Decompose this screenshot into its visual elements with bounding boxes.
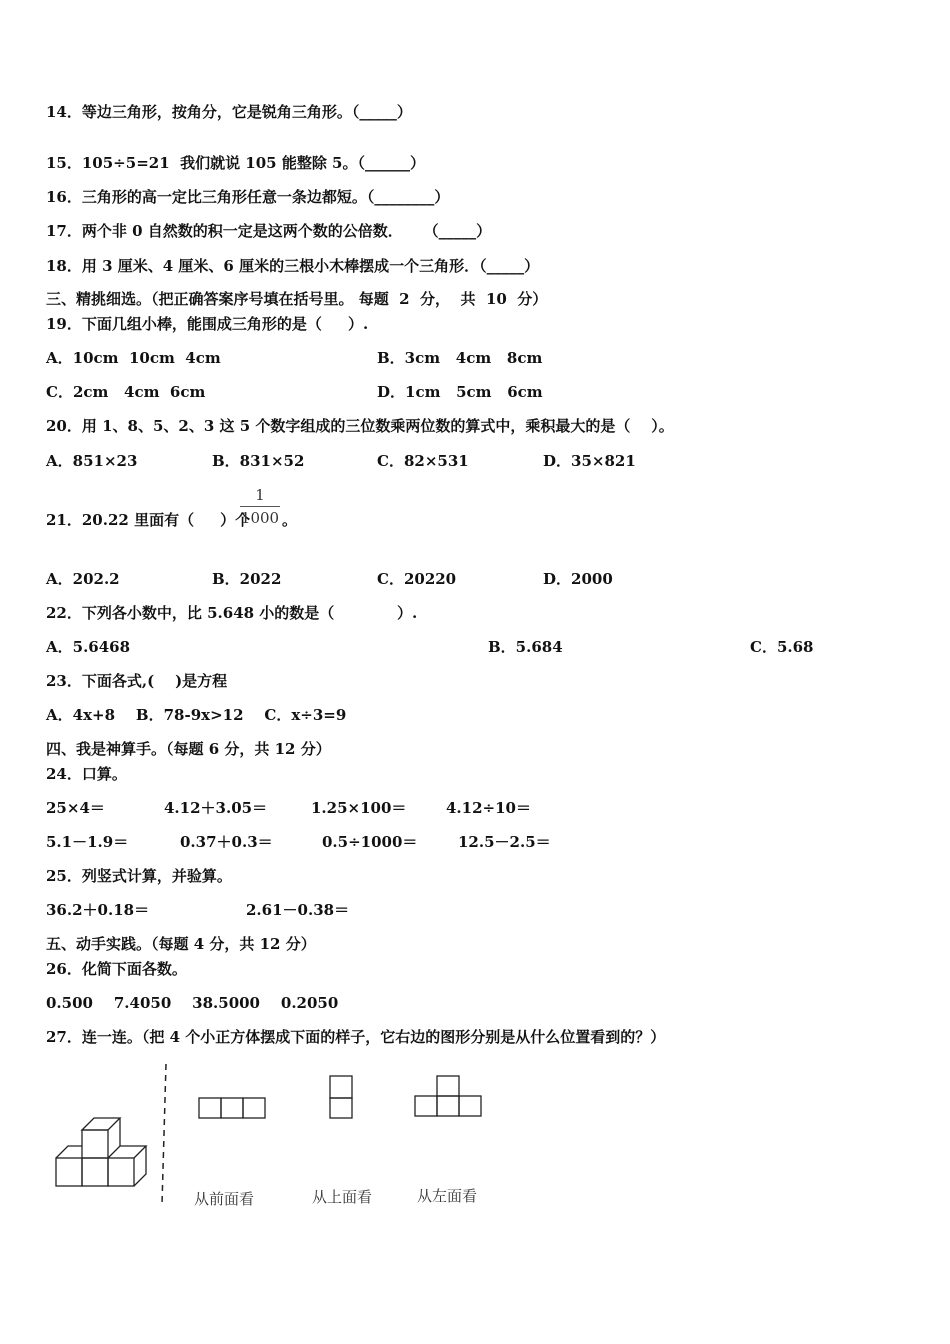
- fraction-denominator: 1000: [240, 509, 280, 527]
- q22-option-b: B．5.684: [488, 638, 563, 656]
- question-19: 19．下面几组小棒，能围成三角形的是（ ）.: [46, 315, 369, 333]
- front-view-shape: [199, 1098, 265, 1118]
- caption-left-view: 从左面看: [417, 1187, 478, 1205]
- q19-option-a: A．10cm 10cm 4cm: [46, 349, 221, 367]
- caption-front-view: 从前面看: [194, 1190, 255, 1208]
- q24-r2-c1: 5.1－1.9＝: [46, 833, 129, 851]
- q19-option-d: D．1cm 5cm 6cm: [377, 383, 543, 401]
- q20-option-b: B．831×52: [212, 452, 305, 470]
- q23-options: A．4x+8 B．78-9x>12 C．x÷3=9: [46, 706, 347, 724]
- question-23: 23．下面各式,( )是方程: [46, 672, 228, 690]
- fraction-one-thousandth: [240, 486, 280, 527]
- q24-r2-c3: 0.5÷1000＝: [322, 833, 418, 851]
- q24-r2-c4: 12.5－2.5＝: [458, 833, 551, 851]
- q20-option-d: D．35×821: [543, 452, 636, 470]
- question-26: 26．化简下面各数。: [46, 960, 187, 978]
- left-view-shape: [415, 1076, 481, 1116]
- q21-option-b: B．2022: [212, 570, 282, 588]
- cube-views-figure: [46, 1058, 506, 1218]
- question-20: 20．用 1、8、5、2、3 这 5 个数字组成的三位数乘两位数的算式中，乘积最大的是（ ）。: [46, 417, 674, 435]
- q24-r1-c3: 1.25×100＝: [311, 799, 407, 817]
- q22-option-c: C．5.68: [750, 638, 814, 656]
- question-17: 17．两个非 0 自然数的积一定是这两个数的公倍数． （_____）: [46, 222, 492, 240]
- q25-b: 2.61－0.38＝: [246, 901, 350, 919]
- q25-a: 36.2＋0.18＝: [46, 901, 150, 919]
- question-16: 16．三角形的高一定比三角形任意一条边都短。（________）: [46, 188, 450, 206]
- fraction-bar: [240, 506, 280, 507]
- caption-top-view: 从上面看: [312, 1188, 373, 1206]
- q24-r2-c2: 0.37＋0.3＝: [180, 833, 273, 851]
- question-22: 22．下列各小数中，比 5.648 小的数是（ ）.: [46, 604, 418, 622]
- q21-option-d: D．2000: [543, 570, 613, 588]
- q22-option-a: A．5.6468: [46, 638, 131, 656]
- question-27: 27．连一连。（把 4 个小正方体摆成下面的样子，它右边的图形分别是从什么位置看到的？）: [46, 1028, 666, 1046]
- section-5-heading: 五、动手实践。（每题 4 分，共 12 分）: [46, 935, 316, 953]
- fraction-numerator: 1: [255, 486, 265, 504]
- question-21: 21．20.22 里面有（ ）个: [46, 511, 251, 529]
- question-14: 14．等边三角形，按角分，它是锐角三角形。（_____）: [46, 103, 412, 121]
- q20-option-c: C．82×531: [377, 452, 469, 470]
- q26-numbers: 0.500 7.4050 38.5000 0.2050: [46, 994, 339, 1012]
- divider-line: [162, 1064, 166, 1204]
- question-24: 24．口算。: [46, 765, 127, 783]
- question-18: 18．用 3 厘米、4 厘米、6 厘米的三根小木棒摆成一个三角形．（_____）: [46, 257, 540, 275]
- question-25: 25．列竖式计算，并验算。: [46, 867, 232, 885]
- q19-option-c: C．2cm 4cm 6cm: [46, 383, 206, 401]
- section-4-heading: 四、我是神算手。（每题 6 分，共 12 分）: [46, 740, 331, 758]
- question-21-end: 。: [282, 511, 298, 529]
- q24-r1-c4: 4.12÷10＝: [446, 799, 531, 817]
- top-view-shape: [330, 1076, 352, 1118]
- cube-stack-drawing: [56, 1118, 146, 1186]
- q24-r1-c2: 4.12＋3.05＝: [164, 799, 268, 817]
- q21-option-c: C．20220: [377, 570, 457, 588]
- q19-option-b: B．3cm 4cm 8cm: [377, 349, 543, 367]
- q20-option-a: A．851×23: [46, 452, 138, 470]
- section-3-heading: 三、精挑细选。（把正确答案序号填在括号里。 每题 2 分， 共 10 分）: [46, 290, 548, 308]
- q24-r1-c1: 25×4＝: [46, 799, 105, 817]
- q21-option-a: A．202.2: [46, 570, 120, 588]
- question-15: 15．105÷5=21 我们就说 105 能整除 5。（______）: [46, 154, 425, 172]
